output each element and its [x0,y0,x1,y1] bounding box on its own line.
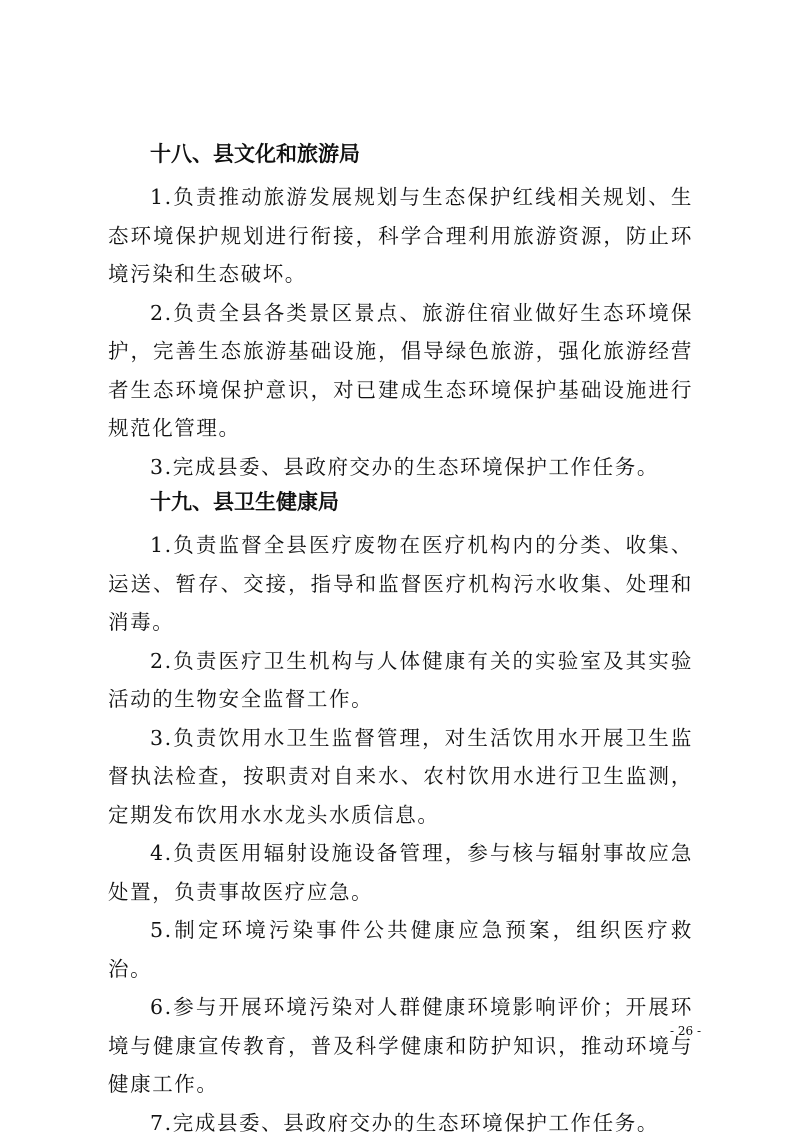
paragraph: 6.参与开展环境污染对人群健康环境影响评价；开展环境与健康宣传教育，普及科学健康和防护知识，推动环境与健康工作。 [108,988,693,1104]
paragraph: 1.负责监督全县医疗废物在医疗机构内的分类、收集、运送、暂存、交接，指导和监督医疗机构污水收集、处理和消毒。 [108,526,693,642]
page-number: - 26 - [670,1024,701,1038]
section-culture-tourism [108,138,693,486]
paragraph: 2.负责全县各类景区景点、旅游住宿业做好生态环境保护，完善生态旅游基础设施，倡导绿色旅游，强化旅游经营者生态环境保护意识，对已建成生态环境保护基础设施进行规范化管理。 [108,294,693,448]
paragraph: 1.负责推动旅游发展规划与生态保护红线相关规划、生态环境保护规划进行衔接，科学合理利用旅游资源，防止环境污染和生态破坏。 [108,178,693,294]
paragraph: 4.负责医用辐射设施设备管理，参与核与辐射事故应急处置，负责事故医疗应急。 [108,834,693,911]
paragraph: 5.制定环境污染事件公共健康应急预案，组织医疗救治。 [108,911,693,988]
paragraph: 3.负责饮用水卫生监督管理，对生活饮用水开展卫生监督执法检查，按职责对自来水、农村饮用水进行卫生监测，定期发布饮用水水龙头水质信息。 [108,719,693,835]
section-heading: 十九、县卫生健康局 [108,486,693,519]
section-health [108,486,693,1142]
section-heading: 十八、县文化和旅游局 [108,138,693,171]
paragraph: 3.完成县委、县政府交办的生态环境保护工作任务。 [108,448,693,487]
document-body [108,138,693,1142]
paragraph: 2.负责医疗卫生机构与人体健康有关的实验室及其实验活动的生物安全监督工作。 [108,642,693,719]
paragraph: 7.完成县委、县政府交办的生态环境保护工作任务。 [108,1104,693,1142]
